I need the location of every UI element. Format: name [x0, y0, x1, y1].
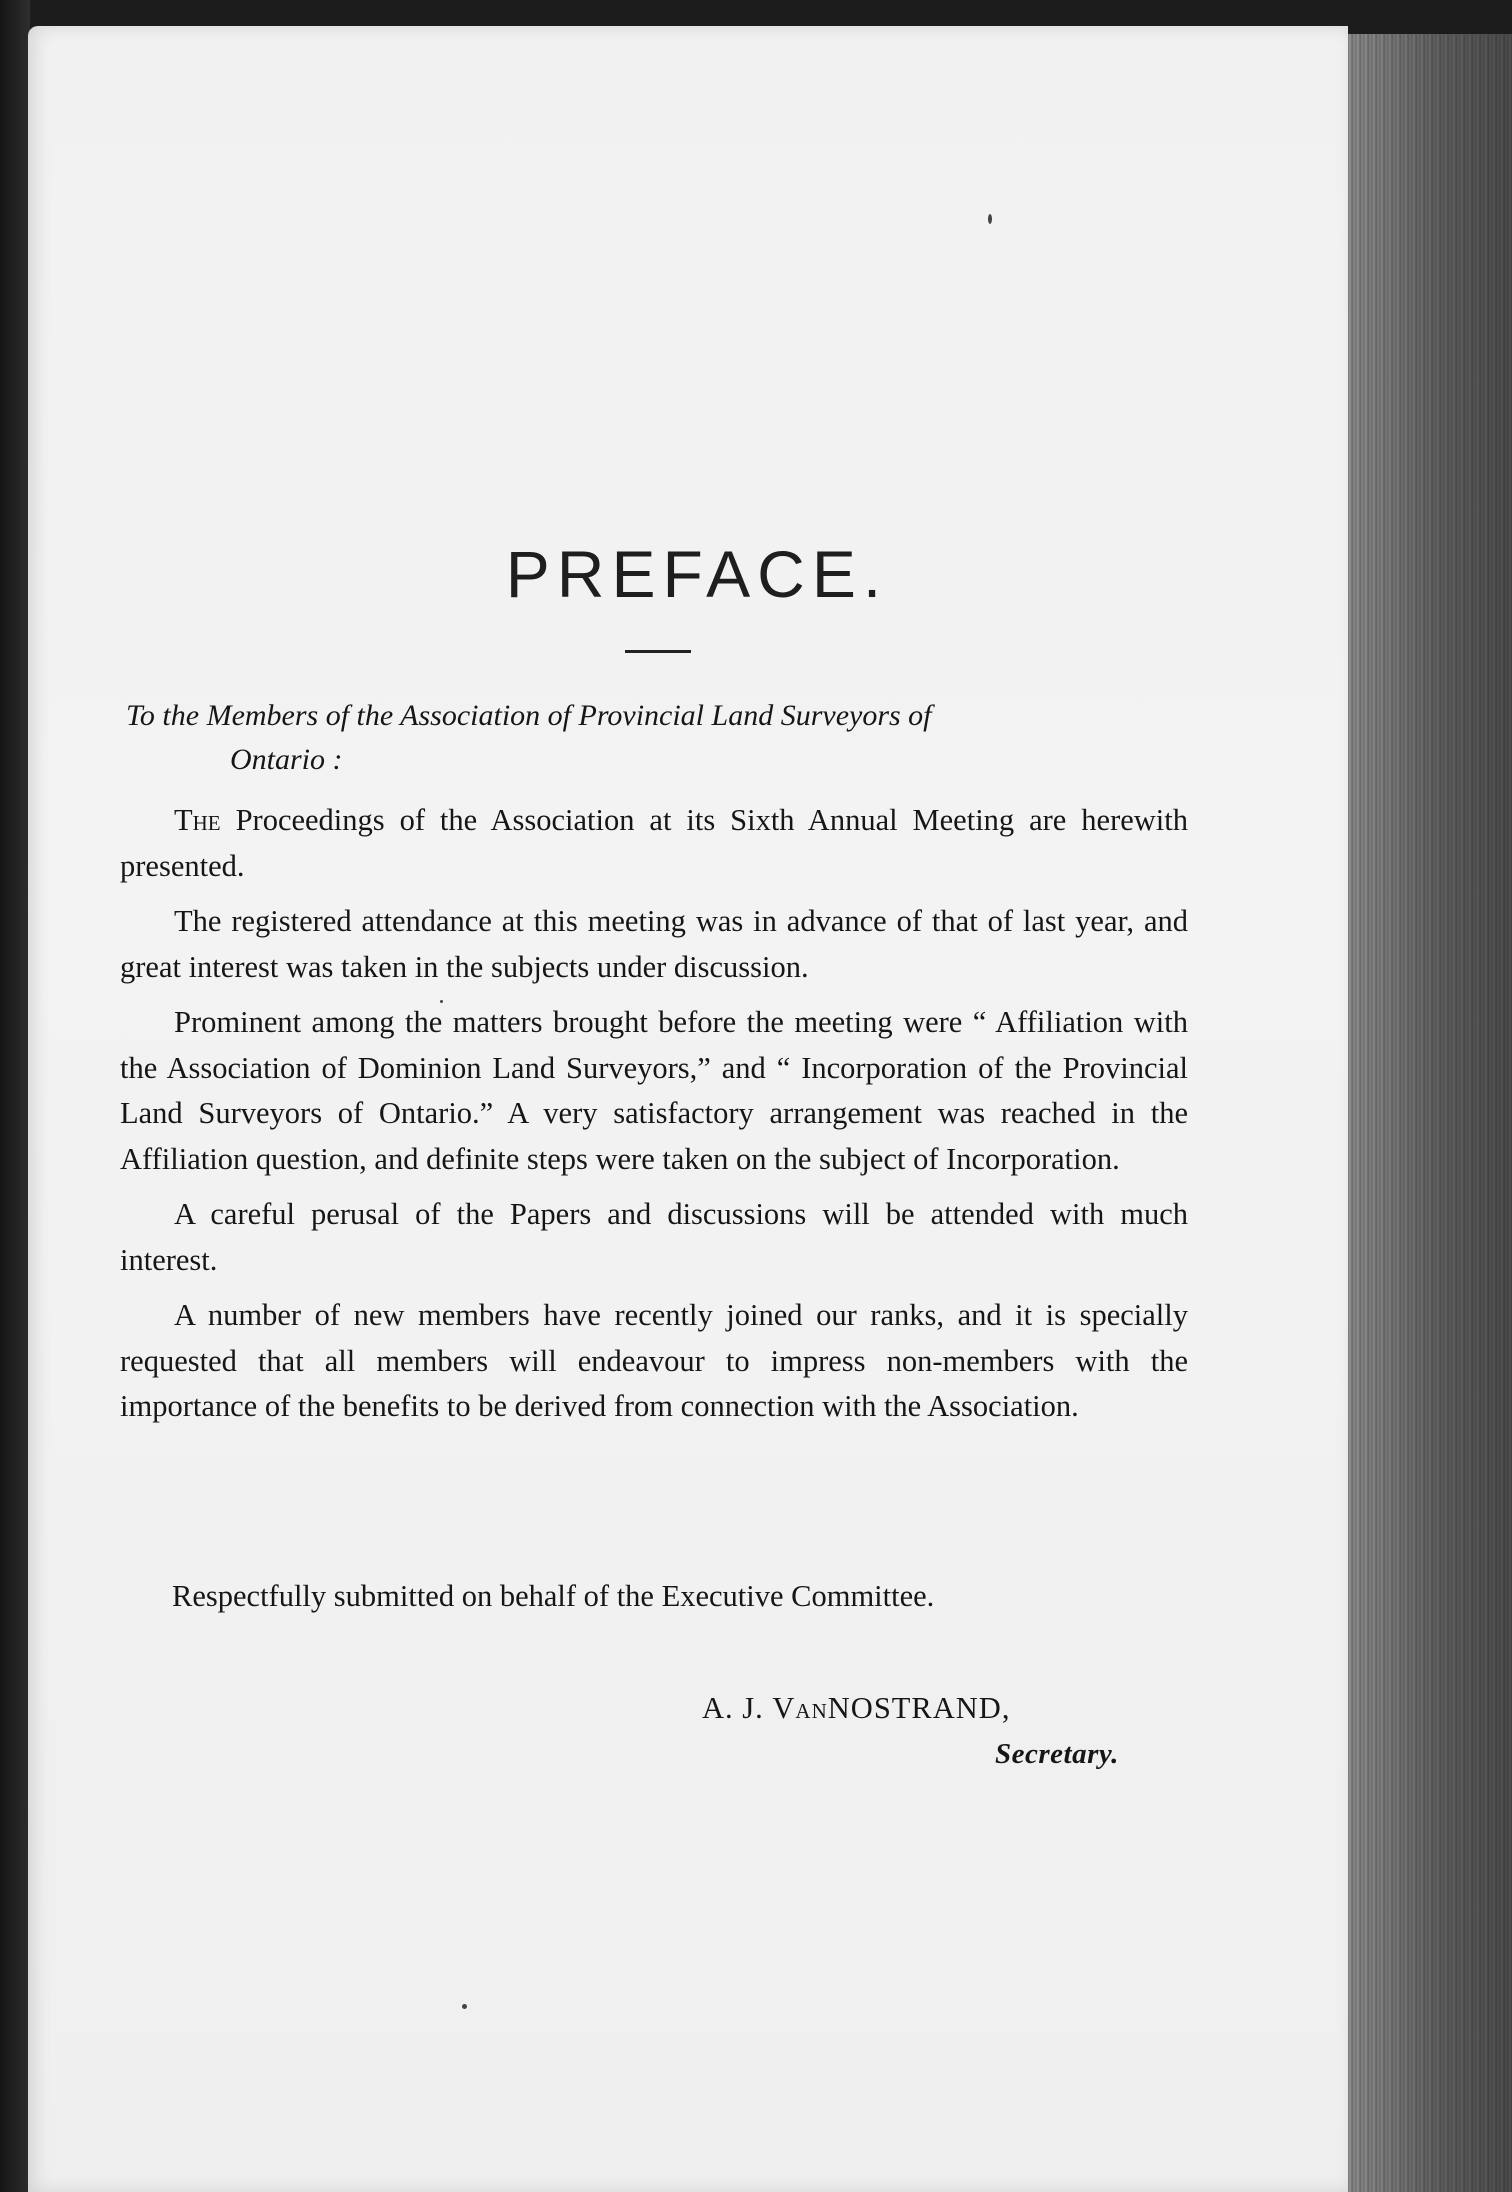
paragraph-5: A number of new members have recently joined our ranks, and it is specially requested that all members will endeavour to impress non-members with the importance of the benefits to be derived from connection with the Association.: [120, 1298, 1188, 1423]
signature-role: Secretary.: [995, 1738, 1119, 1770]
closing-line: Respectfully submitted on behalf of the Executive Committee.: [172, 1579, 935, 1613]
paper-speck: [988, 214, 992, 224]
paragraph-3: Prominent among the matters brought before the meeting were “ Affiliation with the Association of Dominion Land Surveyors,” and “ Incorporation of the Provincial Land Surveyors of Ontario.” A very satisfactory arrangement was reached in the Affiliation question, and definite steps were taken on the subject of Incorporation.: [120, 1005, 1188, 1176]
paper-speck: [440, 1000, 443, 1003]
paragraph-1-lead: The: [174, 803, 221, 837]
title-rule: [625, 650, 691, 653]
paragraph-1-text: Proceedings of the Association at its Sixth Annual Meeting are herewith presented.: [120, 803, 1188, 883]
signature-name: [702, 1686, 1010, 1731]
preface-body: [120, 798, 1188, 1440]
paragraph-4: A careful perusal of the Papers and discussions will be attended with much interest.: [120, 1197, 1188, 1277]
address-heading: [126, 694, 1196, 782]
scan-left-border: [0, 0, 30, 2192]
signature-van: Van: [772, 1691, 828, 1725]
page-title: PREFACE.: [505, 537, 889, 611]
paragraph-2: The registered attendance at this meeting was in advance of that of last year, and great interest was taken in the subjects under discussion.: [120, 904, 1188, 984]
book-page: [28, 26, 1348, 2192]
paper-speck: [462, 2004, 467, 2009]
address-line-1: To the Members of the Association of Provincial Land Surveyors of: [126, 699, 932, 732]
address-line-2: Ontario :: [230, 743, 343, 776]
signature-surname: NOSTRAND,: [827, 1691, 1011, 1725]
paragraph-1: [120, 798, 1188, 889]
signature-initials: A. J.: [702, 1691, 773, 1725]
book-page-edges: [1338, 34, 1512, 2192]
